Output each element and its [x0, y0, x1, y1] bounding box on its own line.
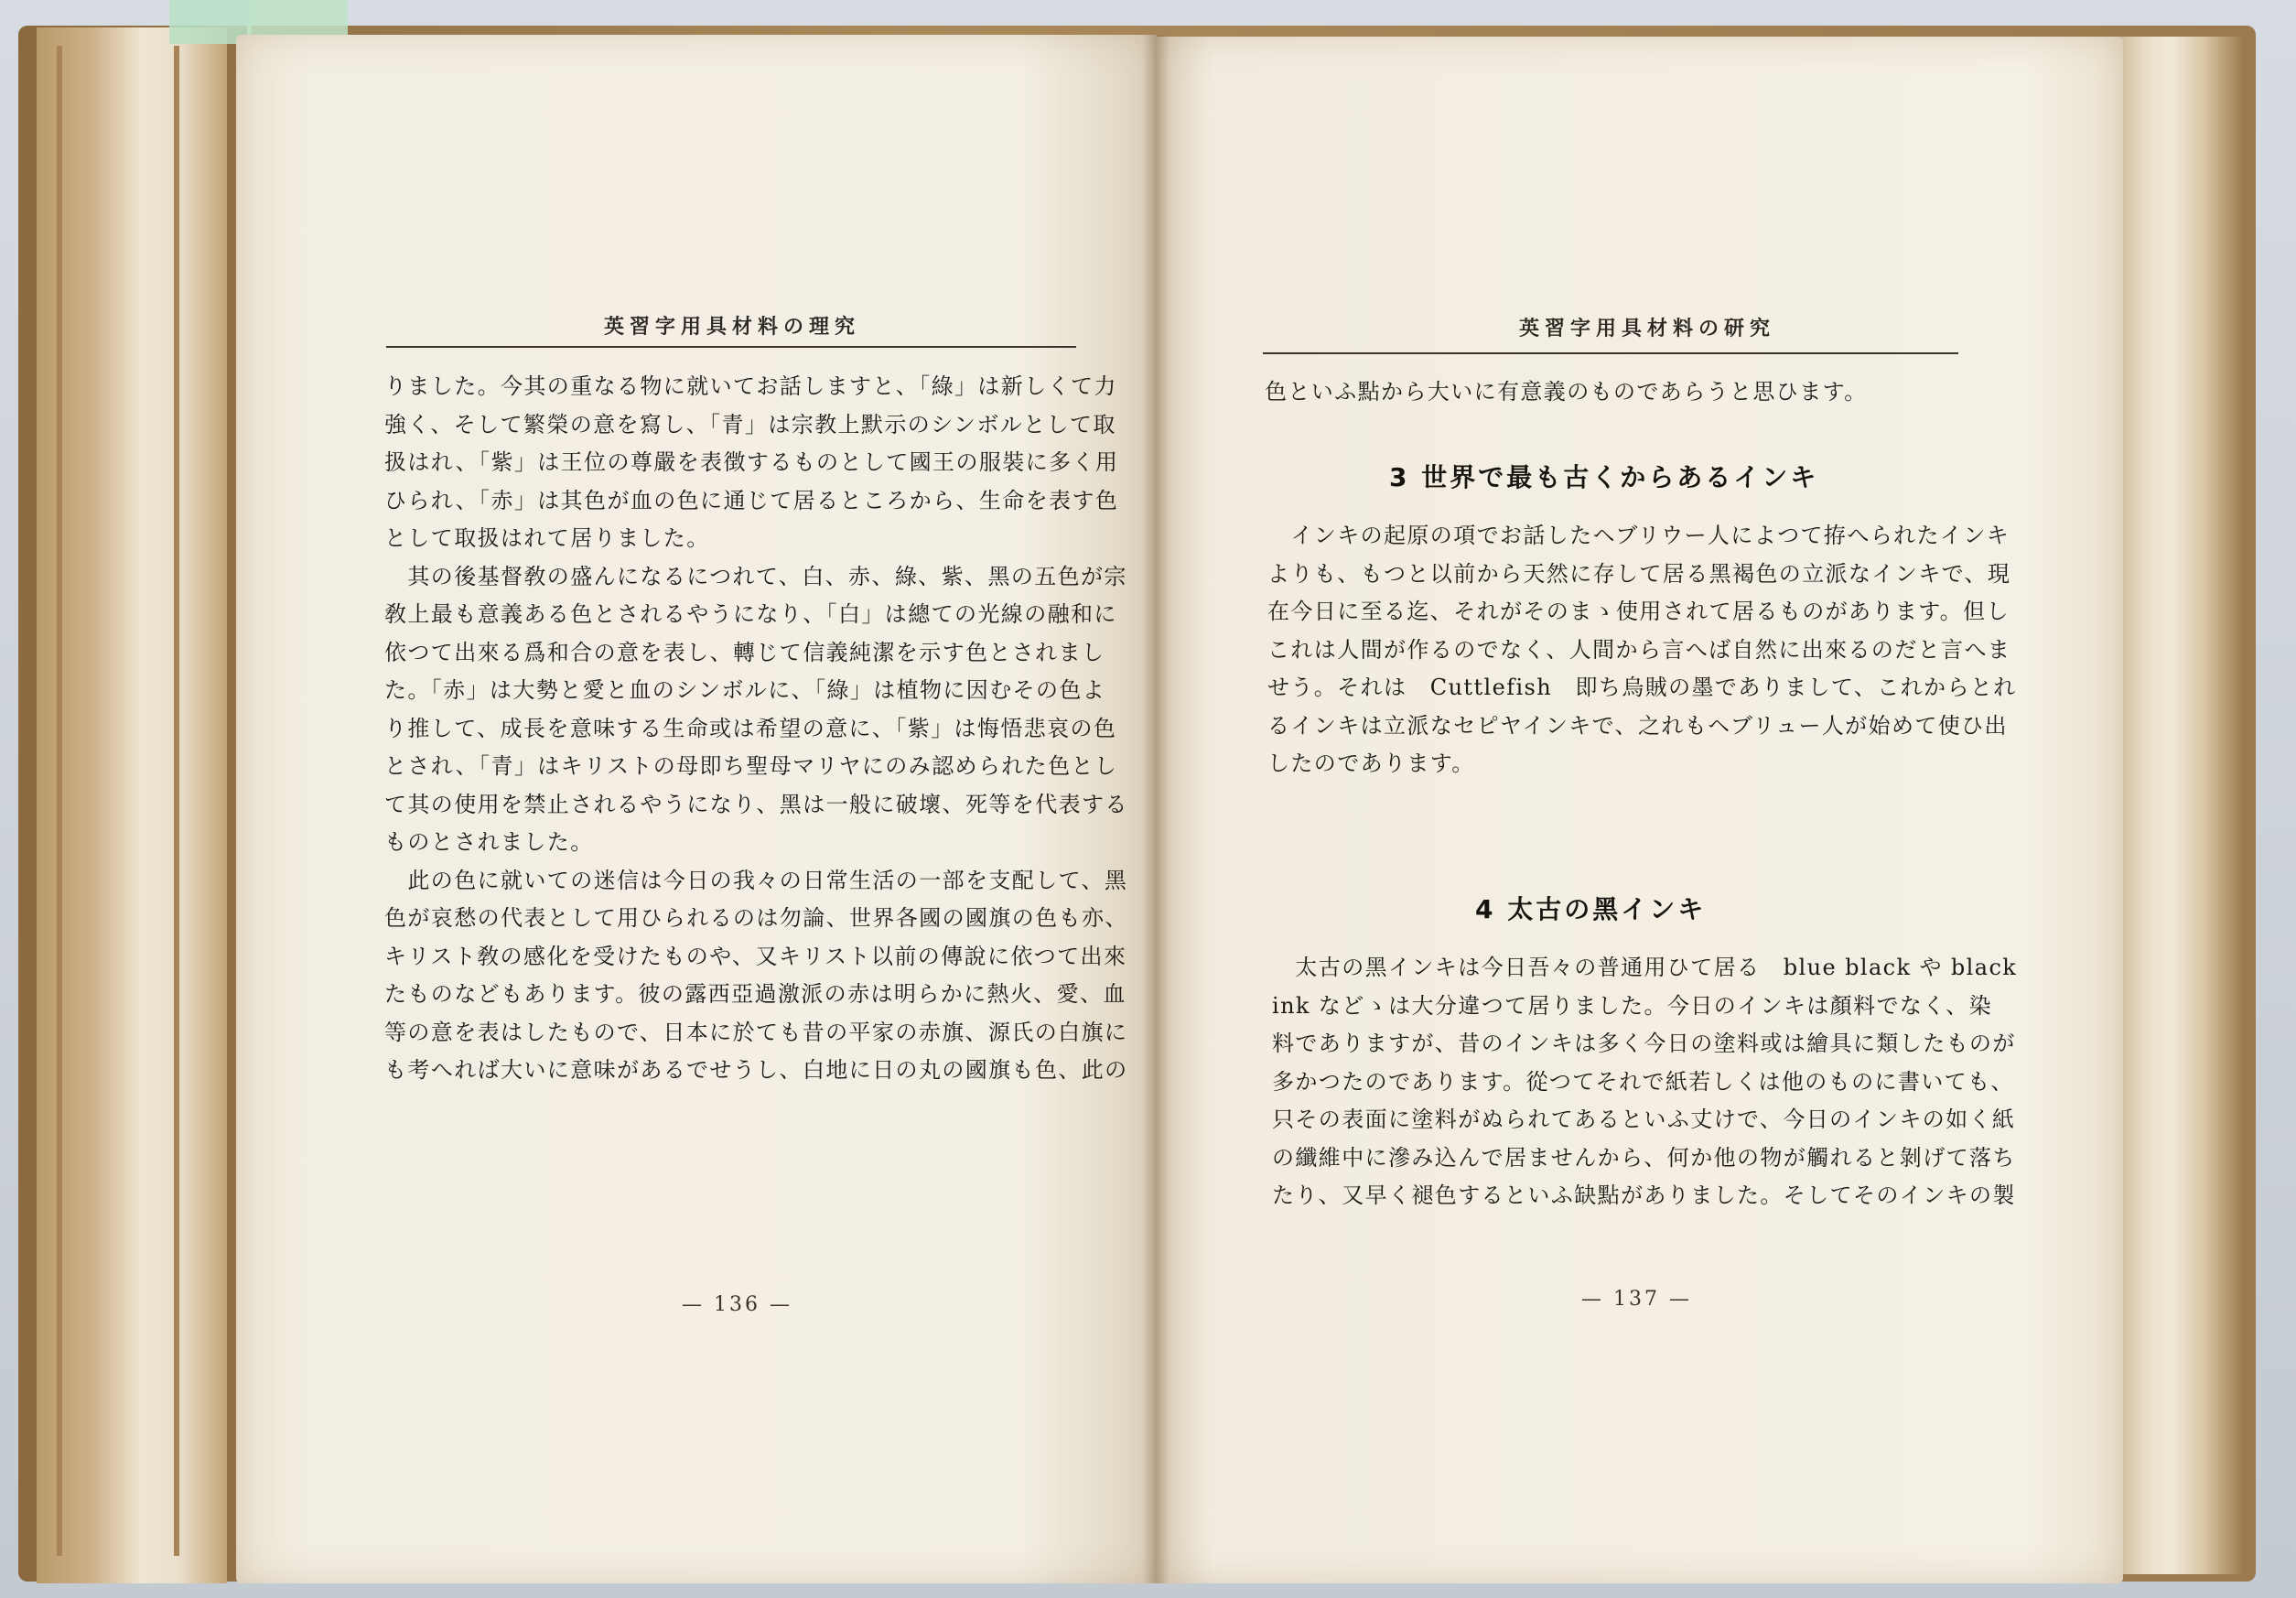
text-line: として取扱はれて居りました。 — [384, 525, 710, 551]
text-line: 在今日に至る迄、それがそのまゝ使用されて居るものがあります。但し — [1267, 599, 2010, 624]
right-page-intro — [1265, 373, 1997, 412]
text-line: ink などゝは大分違つて居りました。今日のインキは顏料でなく、染 — [1272, 992, 1993, 1019]
text-line: 色が哀愁の代表として用ひられるのは勿論、世界各國の國旗の色も亦、 — [384, 905, 1128, 931]
text-line: 色といふ點から大いに有意義のものであらうと思ひます。 — [1265, 379, 1868, 405]
text-line: たものなどもあります。彼の露西亞過激派の赤は明らかに熱火、愛、血 — [384, 981, 1126, 1007]
text-line: 料でありますが、昔のインキは多く今日の塗料或は繪具に類したものが — [1272, 1031, 2016, 1056]
page-stack-left — [37, 27, 227, 1583]
text-line: 強く、そして繁榮の意を寫し、「青」は宗教上默示のシンボルとして取 — [384, 411, 1116, 437]
text-line: ものとされました。 — [384, 829, 594, 855]
text-line: これは人間が作るのでなく、人間から言へば自然に出來るのだと言へま — [1267, 636, 2011, 663]
text-line: り推して、成長を意味する生命或は希望の意に、「紫」は悔悟悲哀の色 — [384, 715, 1117, 741]
text-line: て其の使用を禁止されるやうになり、黑は一般に破壞、死等を代表する — [384, 791, 1128, 817]
text-line: も考へれば大いに意味があるでせうし、白地に日の丸の國旗も色、此の — [384, 1057, 1128, 1083]
text-line: りました。今其の重なる物に就いてお話しますと、「綠」は新しくて力 — [384, 373, 1117, 399]
section3-body — [1267, 517, 2017, 783]
text-line: とされ、「青」はキリストの母即ち聖母マリヤにのみ認められた色とし — [384, 753, 1118, 779]
section-heading: 3 世界で最も古くからあるインキ — [1389, 462, 1819, 492]
left-page-body — [384, 368, 1128, 1090]
text-line: 等の意を表はしたもので、日本に於ても昔の平家の赤旗、源氏の白旗に — [384, 1019, 1128, 1045]
text-line: キリスト敎の感化を受けたものや、又キリスト以前の傳說に依つて出來 — [384, 943, 1127, 969]
header-rule — [386, 346, 1076, 348]
text-line: 依つて出來る爲和合の意を表し、轉じて信義純潔を示す色とされまし — [384, 639, 1105, 665]
text-line: したのであります。 — [1267, 750, 1475, 776]
sticky-tab — [247, 0, 348, 38]
header-rule — [1263, 352, 1958, 354]
text-line: た。「赤」は大勢と愛と血のシンボルに、「綠」は植物に因むその色よ — [384, 677, 1106, 703]
text-line: ひられ、「赤」は其色が血の色に通じて居るところから、生命を表す色 — [384, 487, 1119, 513]
page-edge-line — [57, 46, 62, 1556]
text-line: の纖維中に滲み込んで居ませんから、何か他の物が觸れると剝げて落ち — [1272, 1144, 2016, 1171]
text-line: 只その表面に塗料がぬられてあるといふ丈けで、今日のインキの如く紙 — [1272, 1107, 2016, 1132]
text-line: 敎上最も意義ある色とされるやうになり、「白」は總ての光線の融和に — [384, 601, 1117, 627]
text-line: 太古の黑インキは今日吾々の普通用ひて居る blue black や black — [1272, 955, 2018, 980]
section4-body — [1272, 949, 2018, 1215]
text-line: インキの起原の項でお話したヘブリウー人によつて拵へられたインキ — [1267, 523, 2010, 548]
section-heading: 4 太古の黑インキ — [1475, 894, 1707, 924]
text-line: るインキは立派なセピヤインキで、之れもヘブリュー人が始めて使ひ出 — [1267, 712, 2008, 739]
text-line: 其の後基督敎の盛んになるにつれて、白、赤、綠、紫、黑の五色が宗 — [384, 563, 1127, 589]
text-line: せう。それは Cuttlefish 即ち烏賊の墨でありまして、これからとれ — [1267, 675, 2017, 700]
left-page-number: — 136 — — [682, 1293, 792, 1316]
text-line: 多かつたのであります。從つてそれで紙若しくは他のものに書いても、 — [1272, 1068, 2014, 1095]
right-page-number: — 137 — — [1581, 1288, 1692, 1311]
right-page — [1155, 37, 2123, 1583]
text-line: 此の色に就いての迷信は今日の我々の日常生活の一部を支配して、黑 — [384, 867, 1128, 893]
text-line: 扱はれ、「紫」は王位の尊嚴を表徴するものとして國王の服裝に多く用 — [384, 449, 1119, 475]
right-page-header: 英習字用具材料の研究 — [1518, 317, 1775, 340]
text-line: よりも、もつと以前から天然に存して居る黑褐色の立派なインキで、現 — [1267, 560, 2011, 587]
text-line: たり、又早く褪色するといふ缺點がありました。そしてそのインキの製 — [1272, 1182, 2016, 1208]
page-stack-right — [2114, 37, 2242, 1574]
page-edge-line — [174, 46, 179, 1556]
left-page-header: 英習字用具材料の理究 — [603, 315, 860, 339]
book-gutter — [1142, 35, 1170, 1583]
